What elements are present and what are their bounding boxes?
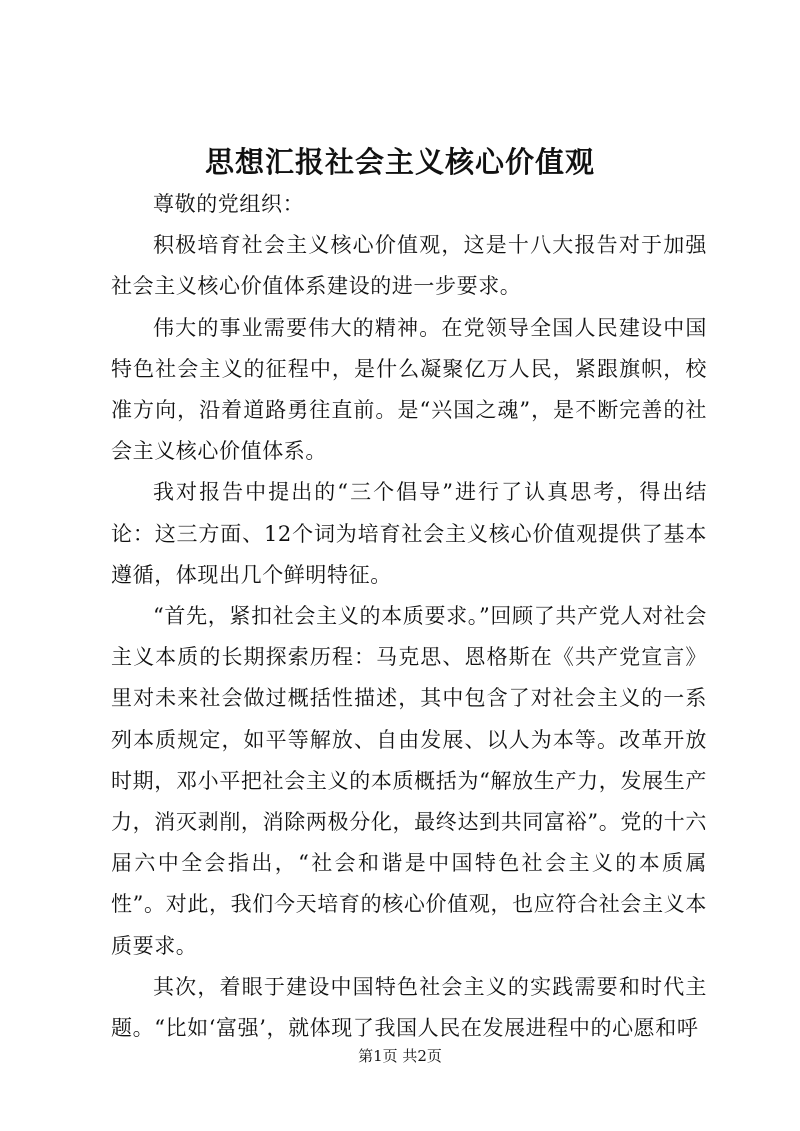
body-paragraph: 积极培育社会主义核心价值观，这是十八大报告对于加强社会主义核心价值体系建设的进一步要求。 (111, 233, 707, 299)
body-paragraph: 我对报告中提出的“三个倡导”进行了认真思考，得出结论：这三方面、12个词为培育社会主义核心价值观提供了基本遵循，体现出几个鲜明特征。 (111, 480, 707, 587)
page-number-footer: 第1页 共2页 (358, 1047, 442, 1065)
salutation-paragraph: 尊敬的党组织： (153, 192, 305, 216)
body-paragraph: “首先，紧扣社会主义的本质要求。”回顾了共产党人对社会主义本质的长期探索历程：马克思、恩格斯在《共产党宣言》里对未来社会做过概括性描述，其中包含了对社会主义的一系列本质规定，如平等解放、自由发展、以人为本等。改革开放时期，邓小平把社会主义的本质概括为“解放生产力，发展生产力，消灭剥削，消除两极分化，最终达到共同富裕”。党的十六届六中全会指出，“社会和谐是中国特色社会主义的本质属性”。对此，我们今天培育的核心价值观，也应符合社会主义本质要求。 (111, 604, 707, 958)
body-paragraph: 伟大的事业需要伟大的精神。在党领导全国人民建设中国特色社会主义的征程中，是什么凝聚亿万人民，紧跟旗帜，校准方向，沿着道路勇往直前。是“兴国之魂”，是不断完善的社会主义核心价值体系。 (111, 315, 707, 464)
body-paragraph: 其次，着眼于建设中国特色社会主义的实践需要和时代主题。“比如‘富强’，就体现了我国人民在发展进程中的心愿和呼 (111, 974, 707, 1041)
document-title: 思想汇报社会主义核心价值观 (204, 145, 595, 179)
document-body (111, 184, 707, 1049)
